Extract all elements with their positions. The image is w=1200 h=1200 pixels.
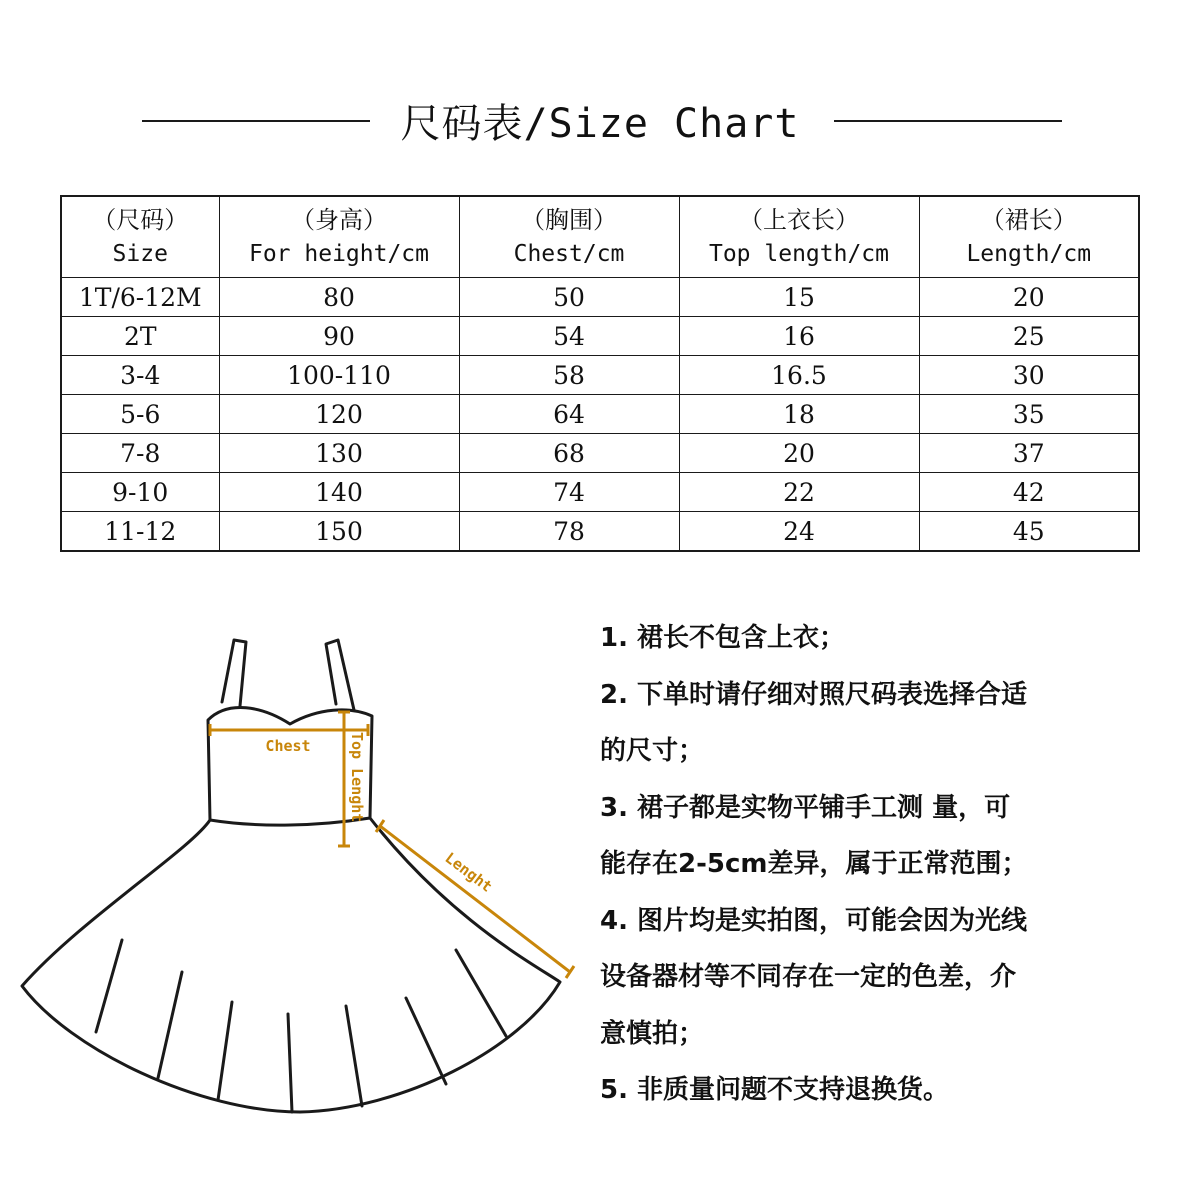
length-measure-line bbox=[380, 826, 570, 972]
cell-chest: 50 bbox=[459, 278, 679, 317]
table-row bbox=[61, 278, 1139, 317]
table-row bbox=[61, 356, 1139, 395]
skirt-fold bbox=[288, 1014, 292, 1112]
skirt-fold bbox=[456, 950, 506, 1036]
note-line: 的尺寸； bbox=[600, 736, 705, 766]
cell-top-length: 16.5 bbox=[679, 356, 919, 395]
table-row bbox=[61, 317, 1139, 356]
header-height bbox=[219, 196, 459, 278]
header-chest bbox=[459, 196, 679, 278]
length-measure-tick bbox=[566, 966, 574, 978]
header-size-en: Size bbox=[112, 241, 168, 267]
table-row bbox=[61, 512, 1139, 552]
cell-height: 120 bbox=[219, 395, 459, 434]
cell-top-length: 15 bbox=[679, 278, 919, 317]
header-chest-cn: （胸围） bbox=[521, 206, 617, 234]
cell-height: 90 bbox=[219, 317, 459, 356]
cell-length: 35 bbox=[919, 395, 1139, 434]
cell-height: 150 bbox=[219, 512, 459, 552]
skirt-fold bbox=[96, 940, 122, 1032]
cell-chest: 54 bbox=[459, 317, 679, 356]
title-bar bbox=[0, 86, 1200, 156]
size-table bbox=[60, 195, 1140, 552]
header-length-cn: （裙长） bbox=[980, 206, 1077, 234]
header-height-en: For height/cm bbox=[248, 241, 429, 267]
cell-height: 130 bbox=[219, 434, 459, 473]
header-chest-en: Chest/cm bbox=[513, 241, 625, 267]
cell-size: 5-6 bbox=[61, 395, 219, 434]
cell-length: 42 bbox=[919, 473, 1139, 512]
table-row bbox=[61, 395, 1139, 434]
cell-top-length: 24 bbox=[679, 512, 919, 552]
cell-top-length: 20 bbox=[679, 434, 919, 473]
cell-chest: 58 bbox=[459, 356, 679, 395]
left-strap bbox=[222, 640, 246, 706]
table-row bbox=[61, 434, 1139, 473]
cell-top-length: 18 bbox=[679, 395, 919, 434]
note-line: 2. 下单时请仔细对照尺码表选择合适 bbox=[600, 679, 1028, 710]
header-length-en: Length/cm bbox=[966, 241, 1092, 267]
cell-length: 25 bbox=[919, 317, 1139, 356]
cell-size: 1T/6-12M bbox=[61, 278, 219, 317]
cell-top-length: 16 bbox=[679, 317, 919, 356]
cell-chest: 68 bbox=[459, 434, 679, 473]
header-size bbox=[61, 196, 219, 278]
cell-length: 30 bbox=[919, 356, 1139, 395]
skirt-fold bbox=[158, 972, 182, 1078]
header-length bbox=[919, 196, 1139, 278]
header-top-length-en: Top length/cm bbox=[708, 241, 889, 267]
right-strap bbox=[326, 640, 354, 710]
note-line: 3. 裙子都是实物平铺手工测 量，可 bbox=[600, 792, 1011, 823]
note-line: 5. 非质量问题不支持退换货。 bbox=[600, 1075, 950, 1105]
cell-length: 20 bbox=[919, 278, 1139, 317]
skirt-fold bbox=[346, 1006, 362, 1106]
length-label: Lenght bbox=[441, 848, 496, 896]
cell-chest: 78 bbox=[459, 512, 679, 552]
header-size-cn: （尺码） bbox=[92, 206, 189, 234]
cell-height: 140 bbox=[219, 473, 459, 512]
note-line: 能存在2-5cm差异，属于正常范围； bbox=[600, 849, 1028, 879]
cell-top-length: 22 bbox=[679, 473, 919, 512]
table-row bbox=[61, 473, 1139, 512]
top-length-label: Top Lenght bbox=[348, 732, 366, 823]
note-line: 设备器材等不同存在一定的色差，介 bbox=[600, 962, 1017, 992]
cell-height: 80 bbox=[219, 278, 459, 317]
cell-length: 45 bbox=[919, 512, 1139, 552]
cell-size: 3-4 bbox=[61, 356, 219, 395]
note-line: 1. 裙长不包含上衣； bbox=[600, 623, 846, 653]
notes-list bbox=[600, 610, 1160, 1119]
cell-size: 11-12 bbox=[61, 512, 219, 552]
header-top-length bbox=[679, 196, 919, 278]
cell-chest: 64 bbox=[459, 395, 679, 434]
dress-diagram bbox=[0, 620, 600, 1180]
page-title: 尺码表/Size Chart bbox=[400, 101, 800, 147]
table-header-row bbox=[61, 196, 1139, 278]
waist-seam bbox=[210, 818, 370, 825]
skirt-fold bbox=[406, 998, 446, 1084]
cell-size: 7-8 bbox=[61, 434, 219, 473]
chest-label: Chest bbox=[265, 737, 311, 755]
title-rule-left bbox=[142, 120, 370, 122]
title-rule-right bbox=[834, 120, 1062, 122]
cell-size: 2T bbox=[61, 317, 219, 356]
note-line: 意慎拍； bbox=[600, 1018, 705, 1049]
header-top-length-cn: （上衣长） bbox=[739, 206, 859, 234]
cell-size: 9-10 bbox=[61, 473, 219, 512]
skirt-fold bbox=[218, 1002, 232, 1100]
cell-chest: 74 bbox=[459, 473, 679, 512]
dress-outline-illustration bbox=[0, 620, 600, 1180]
cell-length: 37 bbox=[919, 434, 1139, 473]
header-height-cn: （身高） bbox=[291, 206, 387, 234]
note-line: 4. 图片均是实拍图，可能会因为光线 bbox=[600, 905, 1028, 936]
cell-height: 100-110 bbox=[219, 356, 459, 395]
